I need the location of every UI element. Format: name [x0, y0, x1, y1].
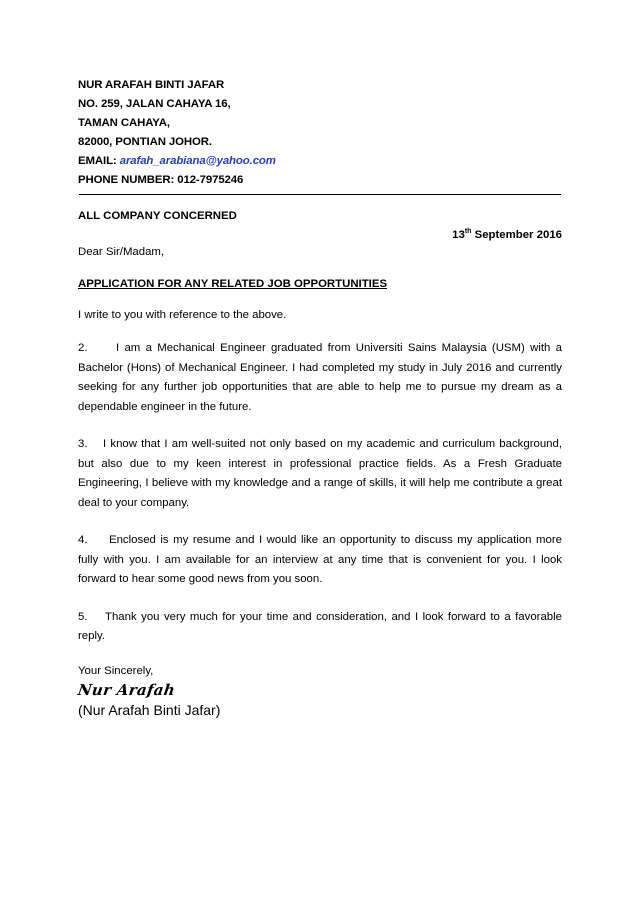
sender-name: NUR ARAFAH BINTI JAFAR — [78, 79, 225, 91]
paragraph-text: Thank you very much for your time and consideration, and I look forward to a favorable reply. — [78, 610, 562, 642]
intro-paragraph: I write to you with reference to the above. — [78, 309, 287, 321]
signature: Nur Arafah — [76, 680, 177, 699]
email-label: EMAIL: — [78, 155, 120, 167]
salutation: Dear Sir/Madam, — [78, 246, 165, 258]
date-day: 13 — [452, 229, 465, 241]
paragraph-number: 5. — [78, 610, 88, 623]
paragraph-5 — [78, 608, 562, 647]
paragraph-text: I am a Mechanical Engineer graduated from Universiti Sains Malaysia (USM) with a Bachelor (Hons) of Mechanical Engineer. I had completed my study in July 2016 and currently seeking for any further job opportunities that are able to help me to pursue my dream as a dependable engineer in the future. — [78, 342, 562, 413]
email-line — [78, 152, 562, 171]
header-divider — [79, 194, 561, 195]
paragraph-2 — [78, 339, 562, 417]
email-link[interactable]: arafah_arabiana@yahoo.com — [119, 155, 276, 167]
paragraph-text: Enclosed is my resume and I would like an opportunity to discuss my application more fully with you. I am available for an interview at any time that is convenient for you. I look forward to hear some good news from you soon. — [78, 534, 562, 585]
paragraph-4 — [78, 531, 562, 590]
paragraph-number: 2. — [78, 342, 88, 354]
paragraph-text: I know that I am well-suited not only based on my academic and curriculum background, but also due to my keen interest in professional practice fields. As a Fresh Graduate Engineering, I believe with my knowledge and a range of skills, it will help me contribute a great deal to your company. — [78, 438, 562, 509]
date-suffix: th — [464, 228, 472, 236]
subject-line: APPLICATION FOR ANY RELATED JOB OPPORTUNITIES — [78, 278, 388, 290]
address-line-2: TAMAN CAHAYA, — [78, 117, 170, 129]
address-line-3: 82000, PONTIAN JOHOR. — [78, 136, 212, 148]
paragraph-number: 3. — [78, 438, 88, 450]
letter-date — [78, 229, 562, 241]
address-line-1: NO. 259, JALAN CAHAYA 16, — [78, 98, 231, 110]
signatory-name: (Nur Arafah Binti Jafar) — [78, 701, 221, 718]
date-rest: September 2016 — [471, 229, 562, 241]
paragraph-3 — [78, 435, 562, 513]
phone-line: PHONE NUMBER: 012-7975246 — [78, 174, 244, 186]
closing: Your Sincerely, — [78, 664, 154, 677]
recipient: ALL COMPANY CONCERNED — [78, 210, 237, 222]
paragraph-number: 4. — [78, 534, 88, 546]
sender-block — [78, 76, 562, 190]
